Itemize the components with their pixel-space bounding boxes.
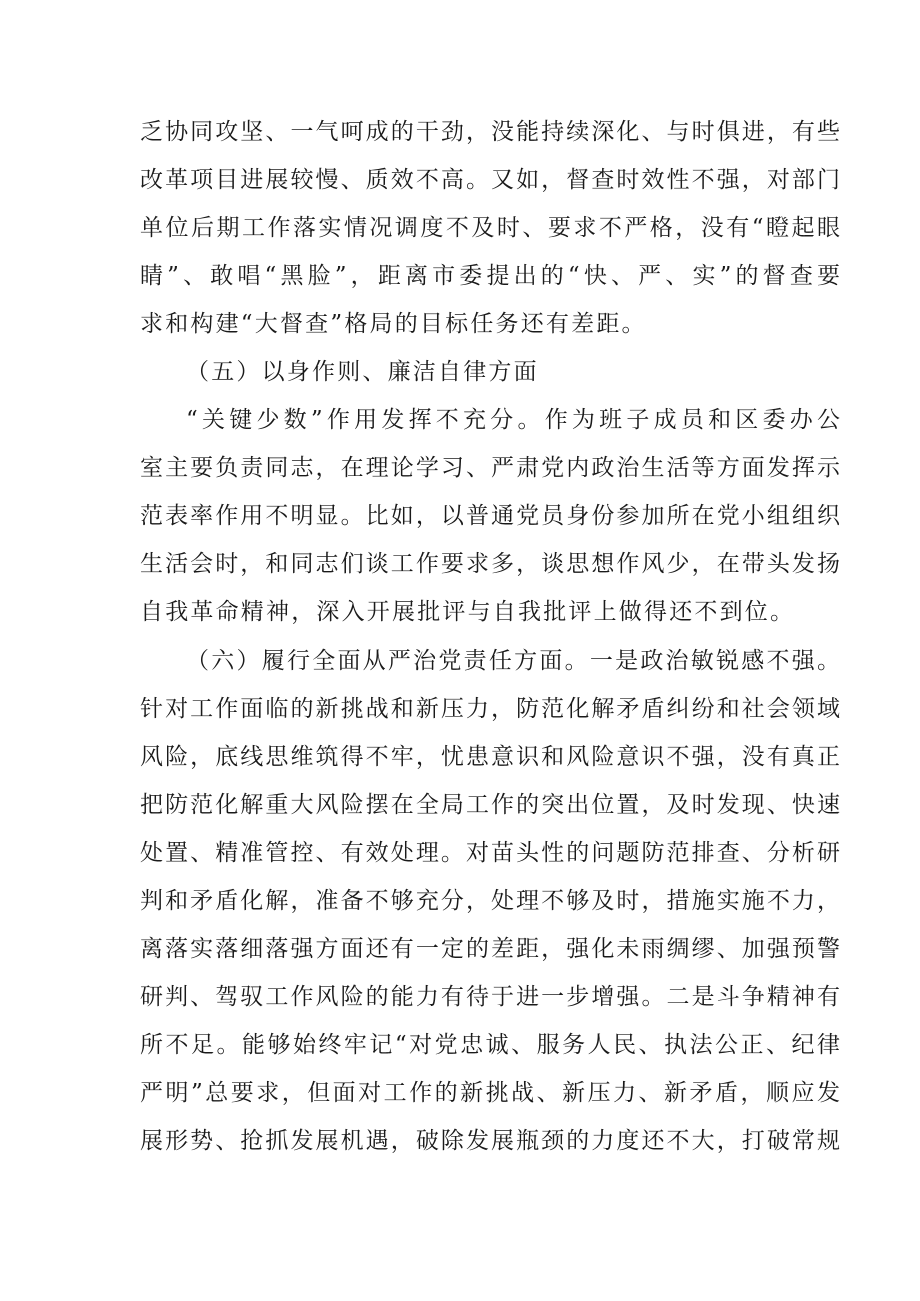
text-line: 范表率作用不明显。比如，以普通党员身份参加所在党小组组织 <box>140 503 840 529</box>
text-line: 风险，底线思维筑得不牢，忧患意识和风险意识不强，没有真正 <box>140 744 840 770</box>
text-line: 把防范化解重大风险摆在全局工作的突出位置，及时发现、快速 <box>140 792 840 818</box>
text-line: 展形势、抢抓发展机遇，破除发展瓶颈的力度还不大，打破常规 <box>140 1128 840 1154</box>
text-line: 自我革命精神，深入开展批评与自我批评上做得还不到位。 <box>140 599 796 625</box>
text-line: 针对工作面临的新挑战和新压力，防范化解矛盾纠纷和社会领域 <box>140 696 840 722</box>
text-line: 处置、精准管控、有效处理。对苗头性的问题防范排查、分析研 <box>140 840 840 866</box>
text-line: 所不足。能够始终牢记“对党忠诚、服务人民、执法公正、纪律 <box>140 1032 840 1058</box>
text-line: 判和矛盾化解，准备不够充分，处理不够及时，措施实施不力， <box>140 888 840 914</box>
text-line: 单位后期工作落实情况调度不及时、要求不严格，没有“瞪起眼 <box>140 215 840 241</box>
text-line: 生活会时，和同志们谈工作要求多，谈思想作风少，在带头发扬 <box>140 551 840 577</box>
paragraph-first-line: （六）履行全面从严治党责任方面。一是政治敏锐感不强。 <box>186 648 840 674</box>
text-line: 室主要负责同志，在理论学习、严肃党内政治生活等方面发挥示 <box>140 455 840 481</box>
section-heading: （五）以身作则、廉洁自律方面 <box>186 359 539 385</box>
text-line: 严明”总要求，但面对工作的新挑战、新压力、新矛盾，顺应发 <box>140 1080 840 1106</box>
text-line: 离落实落细落强方面还有一定的差距，强化未雨绸缪、加强预警 <box>140 936 840 962</box>
text-line: 求和构建“大督查”格局的目标任务还有差距。 <box>140 311 647 337</box>
text-line: 乏协同攻坚、一气呵成的干劲，没能持续深化、与时俱进，有些 <box>140 119 840 145</box>
text-line: 研判、驾驭工作风险的能力有待于进一步增强。二是斗争精神有 <box>140 984 840 1010</box>
paragraph-first-line: “关键少数”作用发挥不充分。作为班子成员和区委办公 <box>186 407 840 433</box>
text-line: 睛”、敢唱“黑脸”，距离市委提出的“快、严、实”的督查要 <box>140 263 840 289</box>
text-line: 改革项目进展较慢、质效不高。又如，督查时效性不强，对部门 <box>140 167 840 193</box>
